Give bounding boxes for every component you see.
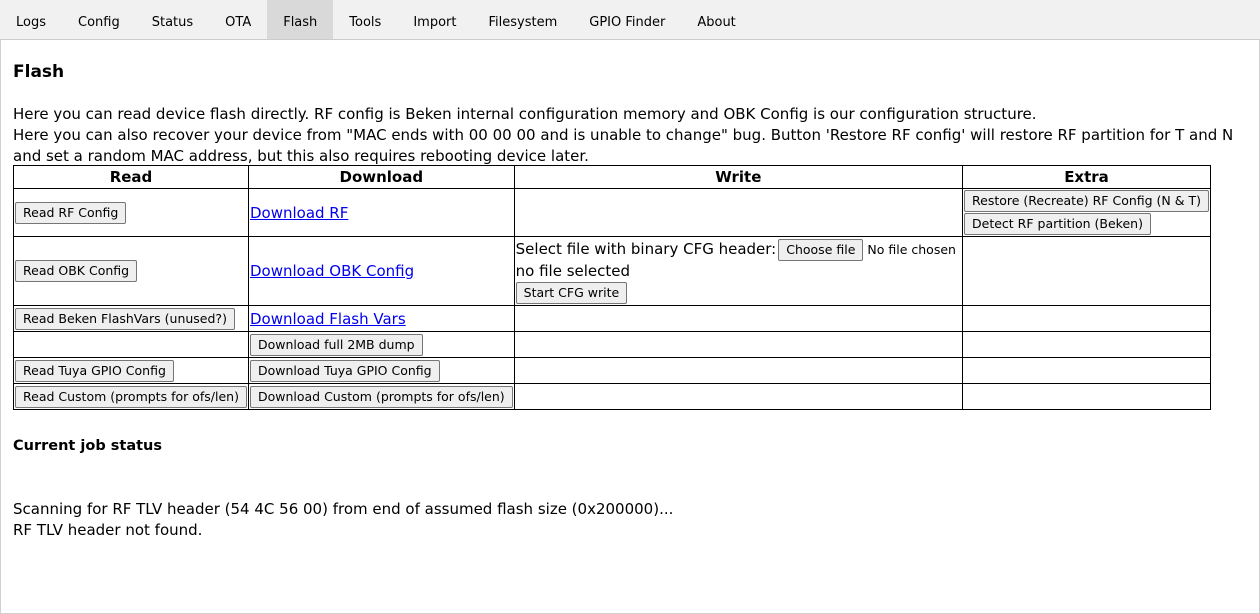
cell <box>514 332 962 358</box>
cell <box>963 358 1211 384</box>
cell <box>248 189 514 237</box>
cell <box>963 332 1211 358</box>
select-file-label: Select file with binary CFG header: <box>515 240 777 258</box>
no-file-chosen-text: No file chosen <box>867 242 956 257</box>
cell <box>248 332 514 358</box>
tab-label: Filesystem <box>488 15 558 30</box>
download-rf-link[interactable]: Download RF <box>249 203 349 222</box>
cell <box>248 306 514 332</box>
cell <box>963 306 1211 332</box>
detect-rf-partition-button[interactable]: Detect RF partition (Beken) <box>964 213 1151 235</box>
cell <box>14 332 249 358</box>
choose-file-button[interactable]: Choose file <box>778 239 863 261</box>
job-status-title: Current job status <box>13 438 162 454</box>
start-cfg-write-button[interactable]: Start CFG write <box>516 282 628 304</box>
cell <box>963 384 1211 410</box>
cell <box>248 358 514 384</box>
tab-ota[interactable] <box>209 0 267 39</box>
job-status-line-1: Scanning for RF TLV header (54 4C 56 00) from end of assumed flash size (0x200000)... <box>13 500 674 518</box>
cell <box>963 189 1211 237</box>
cell <box>248 384 514 410</box>
tab-label: Config <box>78 15 120 30</box>
tab-label: Flash <box>283 15 318 30</box>
tab-label: GPIO Finder <box>589 15 666 30</box>
cell <box>514 237 962 306</box>
cell <box>514 384 962 410</box>
header-read: Read <box>14 166 249 189</box>
cell <box>14 358 249 384</box>
read-rf-config-button[interactable]: Read RF Config <box>15 202 126 224</box>
header-extra: Extra <box>963 166 1211 189</box>
tab-label: Tools <box>349 15 382 30</box>
file-status-text: no file selected <box>515 261 631 280</box>
header-write: Write <box>514 166 962 189</box>
tab-status[interactable] <box>136 0 209 39</box>
cell <box>14 306 249 332</box>
download-tuya-gpio-config-button[interactable]: Download Tuya GPIO Config <box>250 360 440 382</box>
cell <box>248 237 514 306</box>
tab-filesystem[interactable] <box>472 0 573 39</box>
table-row-custom <box>14 384 1211 410</box>
read-custom-button[interactable]: Read Custom (prompts for ofs/len) <box>15 386 247 408</box>
read-beken-flashvars-button[interactable]: Read Beken FlashVars (unused?) <box>15 308 235 330</box>
table-row-obk <box>14 237 1211 306</box>
read-obk-config-button[interactable]: Read OBK Config <box>15 260 137 282</box>
restore-rf-config-button[interactable]: Restore (Recreate) RF Config (N & T) <box>964 190 1209 212</box>
tab-logs[interactable] <box>0 0 62 39</box>
table-row-tuya <box>14 358 1211 384</box>
download-custom-button[interactable]: Download Custom (prompts for ofs/len) <box>250 386 513 408</box>
tab-label: Logs <box>16 15 46 30</box>
table-header-row <box>14 166 1211 189</box>
header-download: Download <box>248 166 514 189</box>
download-flash-vars-link[interactable]: Download Flash Vars <box>249 309 406 328</box>
page-description <box>13 104 1253 167</box>
tab-config[interactable] <box>62 0 136 39</box>
read-tuya-gpio-config-button[interactable]: Read Tuya GPIO Config <box>15 360 174 382</box>
cell <box>14 189 249 237</box>
table-row-full-dump <box>14 332 1211 358</box>
tab-import[interactable] <box>397 0 472 39</box>
cell <box>514 358 962 384</box>
description-line-1: Here you can read device flash directly. RF config is Beken internal configuration memory and OBK Config is our configuration structure. <box>13 105 1037 123</box>
tab-label: Status <box>151 15 194 30</box>
tab-label: About <box>697 15 736 30</box>
tab-label: Import <box>413 15 457 30</box>
tab-gpio-finder[interactable] <box>573 0 681 39</box>
description-line-2: Here you can also recover your device from "MAC ends with 00 00 00 and is unable to change" bug. Button 'Restore RF config' will restore RF partition for T and N and set a random MAC address, but this also requires rebooting device later. <box>13 126 1234 165</box>
download-full-dump-button[interactable]: Download full 2MB dump <box>250 334 423 356</box>
job-status-output <box>13 499 673 541</box>
cell <box>963 237 1211 306</box>
table-row-rf <box>14 189 1211 237</box>
cell <box>14 237 249 306</box>
cell <box>514 189 962 237</box>
tab-label: OTA <box>225 15 252 30</box>
cell <box>14 384 249 410</box>
tab-about[interactable] <box>681 0 751 39</box>
flash-table <box>13 165 1211 410</box>
job-status-line-2: RF TLV header not found. <box>13 521 203 539</box>
download-obk-config-link[interactable]: Download OBK Config <box>249 262 415 280</box>
table-row-flashvars <box>14 306 1211 332</box>
cell <box>514 306 962 332</box>
tab-tools[interactable] <box>333 0 397 39</box>
tab-flash[interactable] <box>267 0 333 39</box>
page-title: Flash <box>13 62 65 82</box>
tab-bar <box>0 0 1260 40</box>
